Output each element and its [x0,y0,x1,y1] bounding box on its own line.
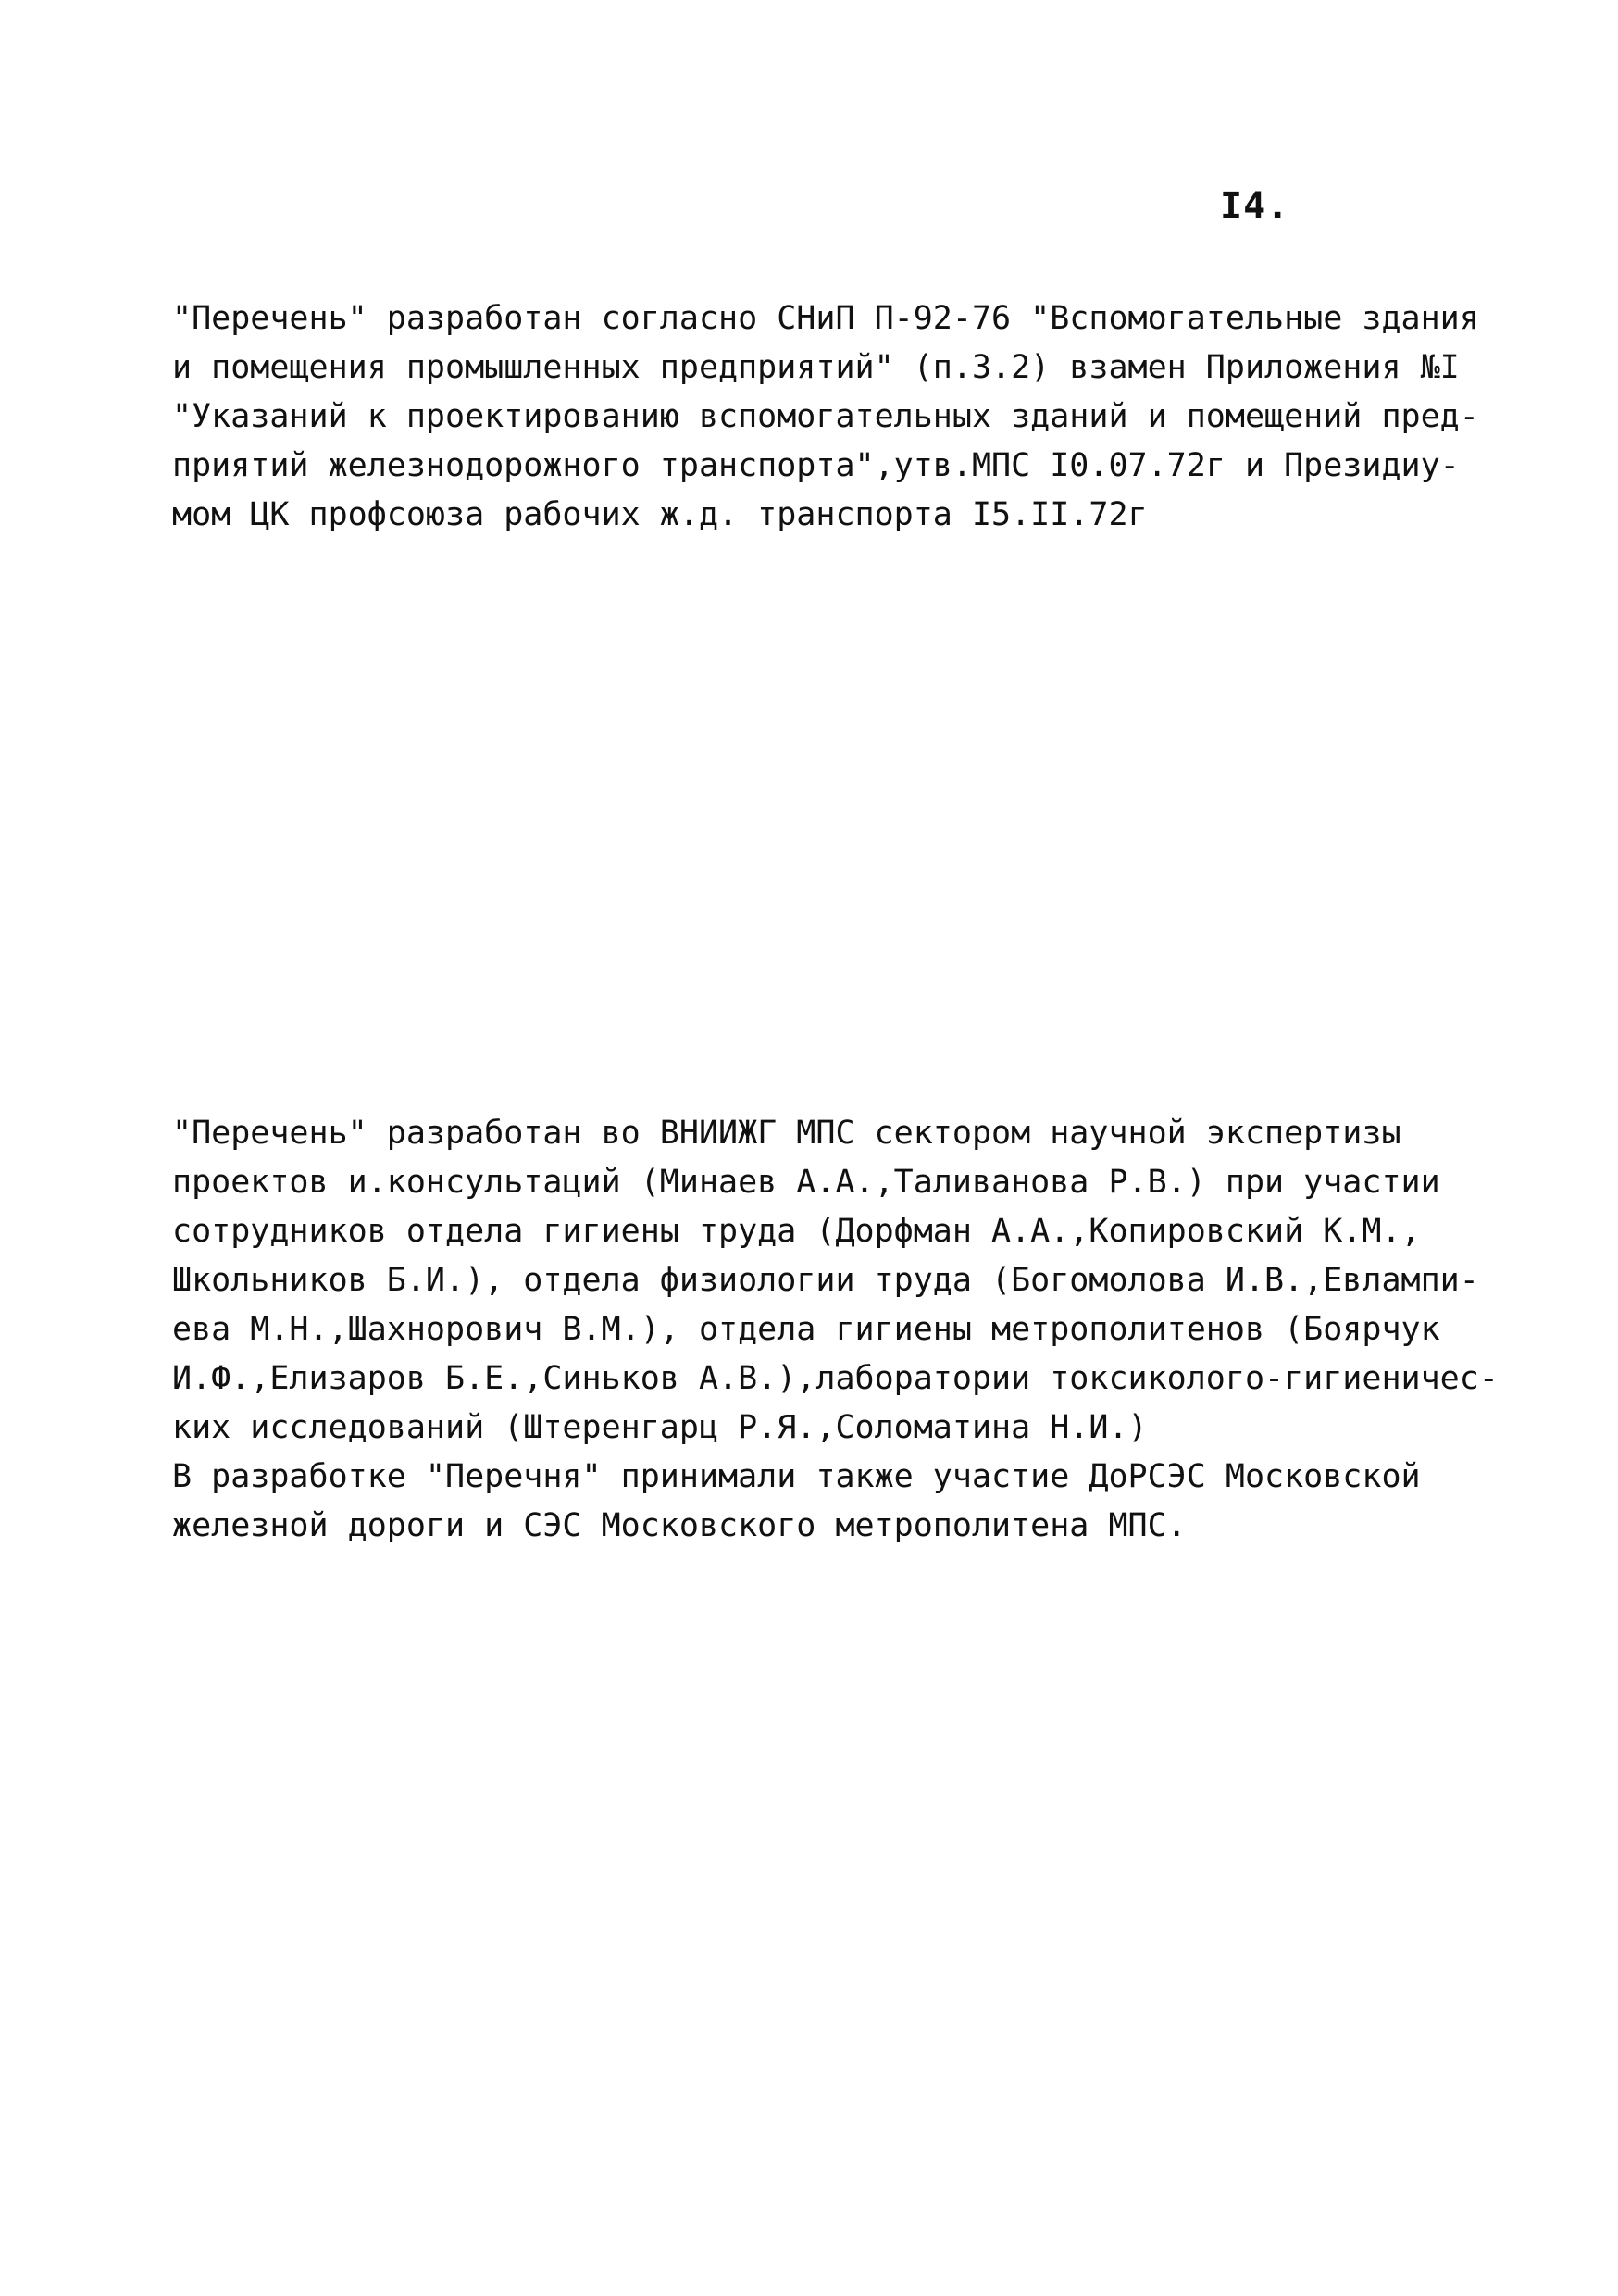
paragraph-line: "Перечень" разработан согласно СНиП П-92-76 "Вспомогательные здания [172,300,1479,337]
paragraph-line: мом ЦК профсоюза рабочих ж.д. транспорта I5.II.72г [172,496,1148,533]
paragraph-top [172,294,1487,540]
paragraph-line: Школьников Б.И.), отдела физиологии труда (Богомолова И.В.,Евлампи- [172,1262,1479,1299]
paragraph-line: ких исследований (Штеренгарц Р.Я.,Соломатина Н.И.) [172,1409,1148,1446]
paragraph-line: приятий железнодорожного транспорта",утв.МПС I0.07.72г и Президиу- [172,447,1460,484]
paragraph-line: И.Ф.,Елизаров Б.Е.,Синьков А.В.),лаборатории токсиколого-гигиеничес- [172,1360,1499,1397]
paragraph-line: "Перечень" разработан во ВНИИЖГ МПС сектором научной экспертизы [172,1115,1401,1152]
paragraph-line: "Указаний к проектированию вспомогательных зданий и помещений пред- [172,398,1479,435]
paragraph-line: проектов и.консультаций (Минаев А.А.,Таливанова Р.В.) при участии [172,1164,1440,1201]
page-number: I4. [1220,185,1290,228]
paragraph-line: железной дороги и СЭС Московского метрополитена МПС. [172,1507,1187,1544]
paragraph-line: В разработке "Перечня" принимали также участие ДоРСЭС Московской [172,1458,1421,1495]
paragraph-line: сотрудников отдела гигиены труда (Дорфман А.А.,Копировский К.М., [172,1213,1421,1250]
paragraph-line: ева М.Н.,Шахнорович В.М.), отдела гигиены метрополитенов (Боярчук [172,1311,1440,1348]
paragraph-line: и помещения промышленных предприятий" (п.3.2) взамен Приложения №I [172,349,1460,386]
paragraph-bottom [172,1109,1499,1551]
